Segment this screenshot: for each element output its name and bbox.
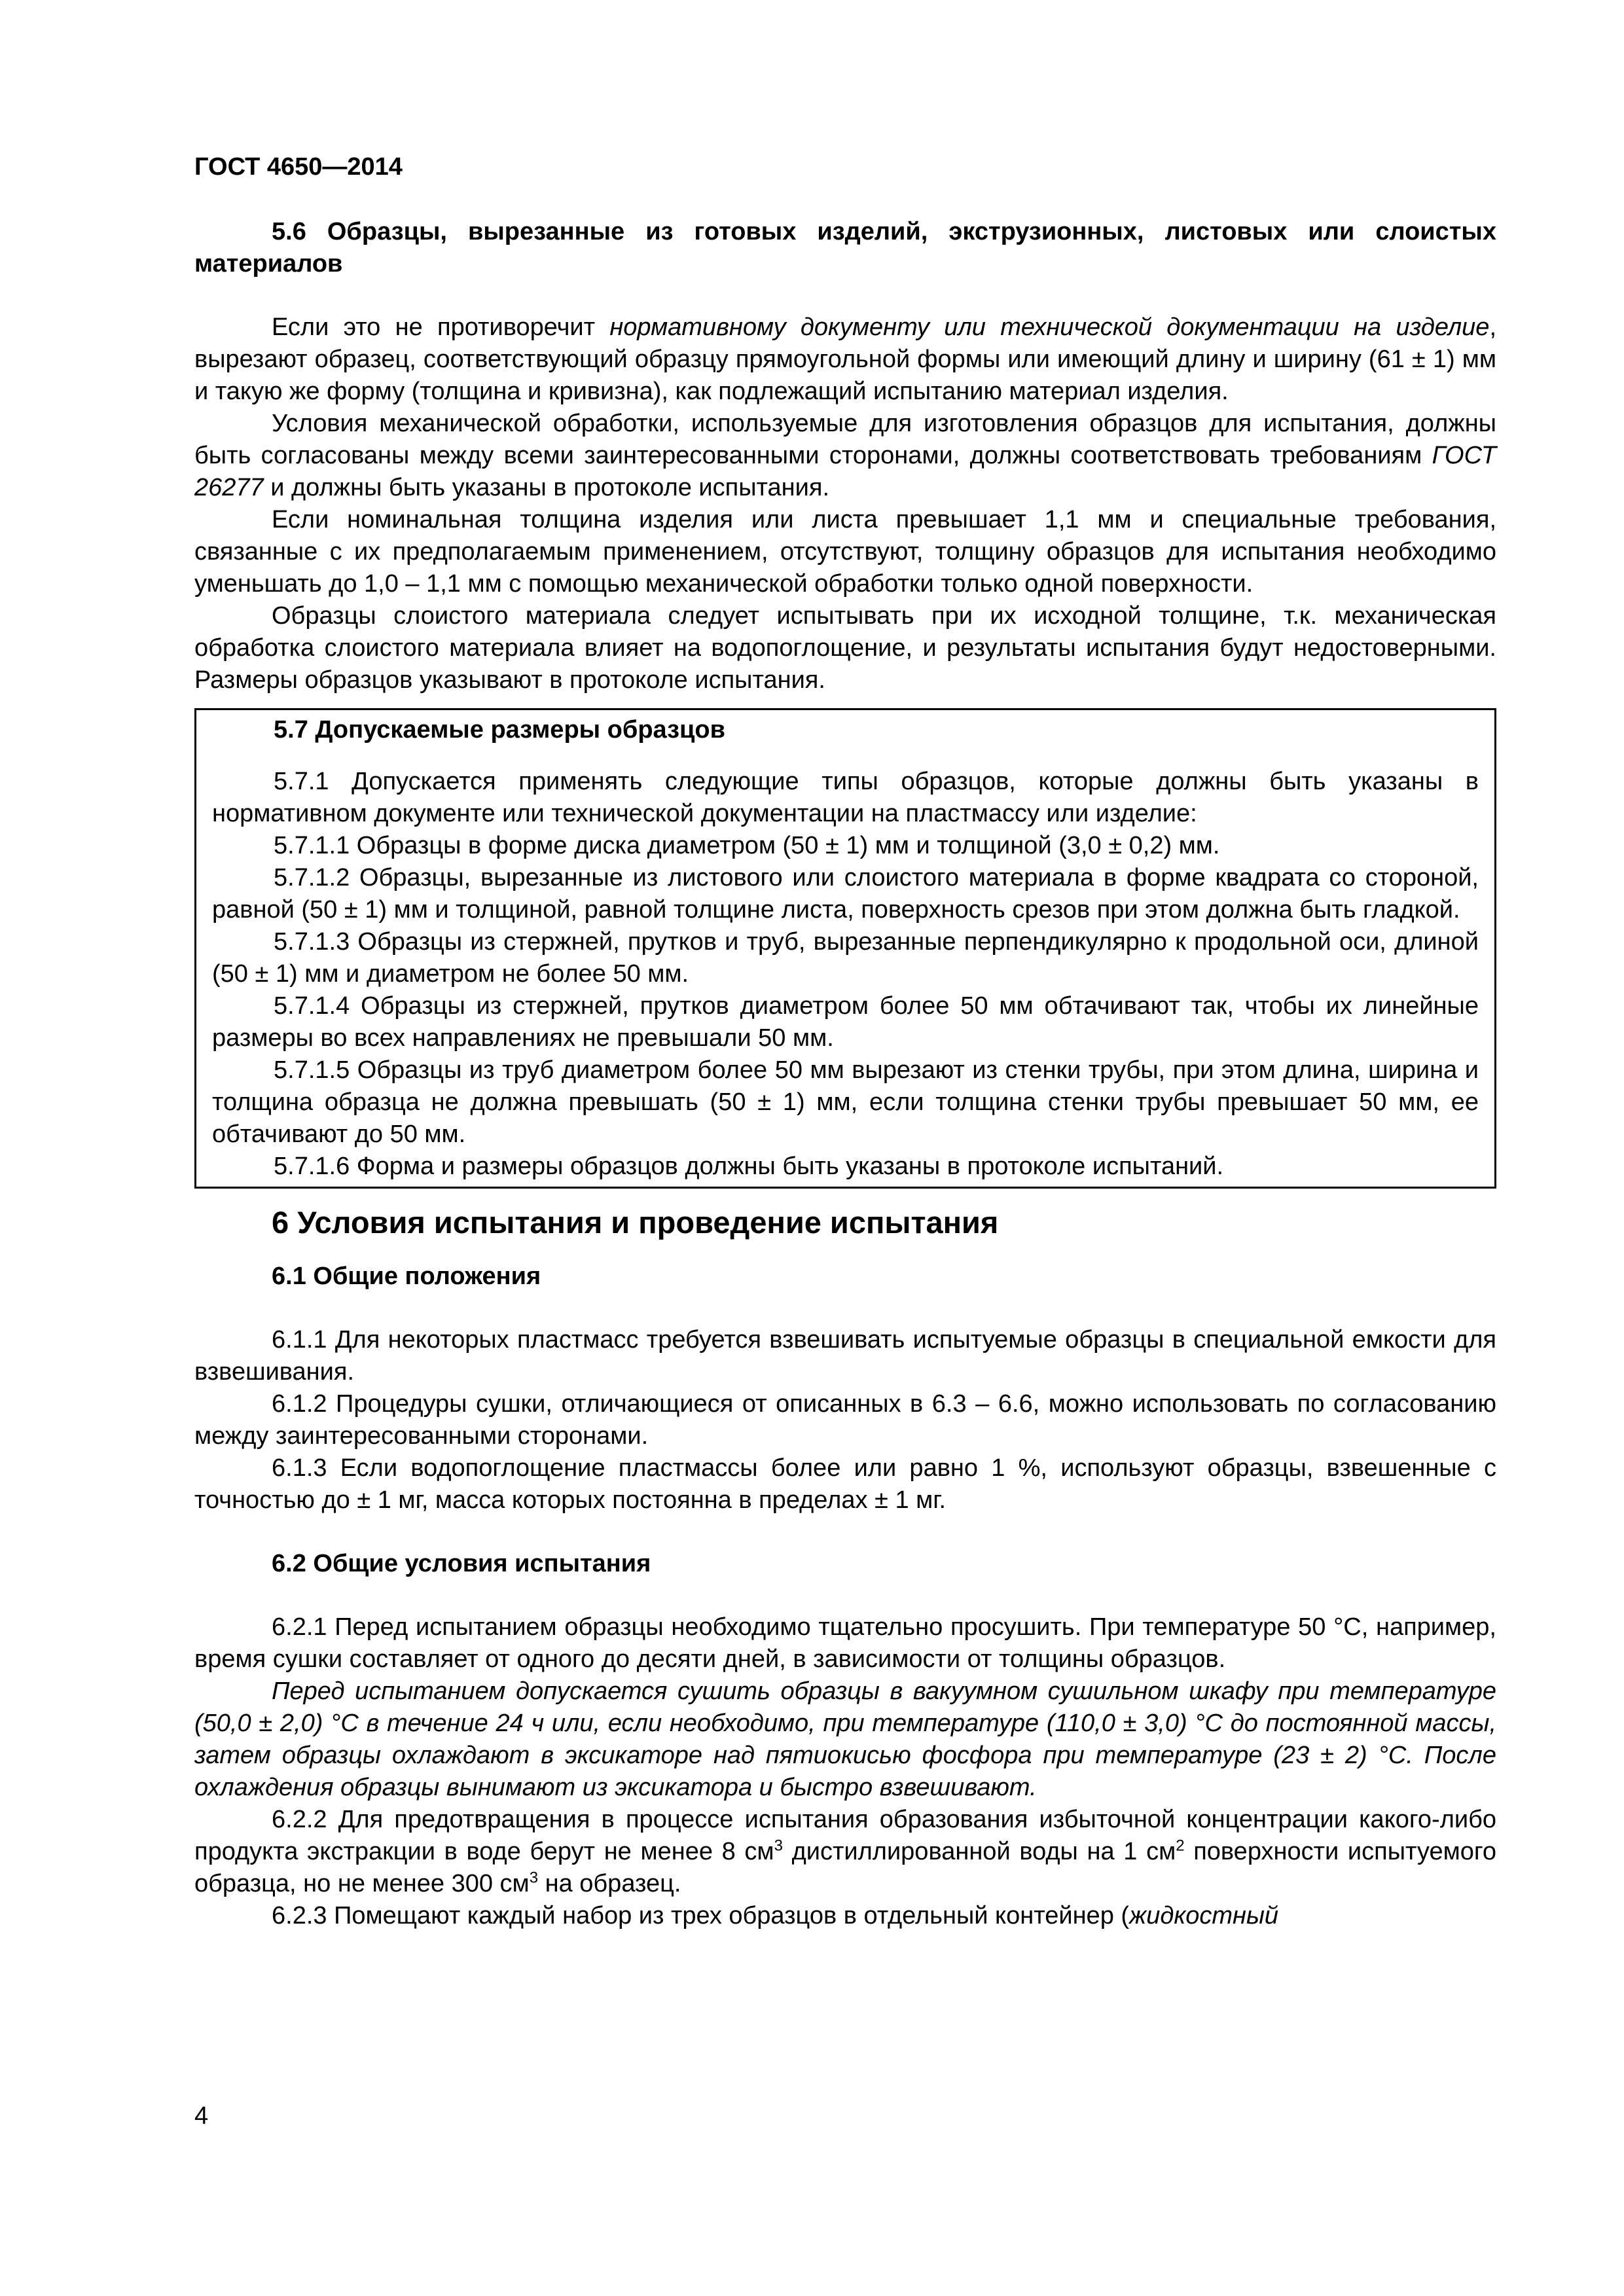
section-6-1-title: 6.1 Общие положения <box>272 1263 541 1290</box>
section-5-7-1-2: 5.7.1.2 Образцы, вырезанные из листового или слоистого материала в форме квадрата со стороной, равной (50 ± 1) мм и толщиной, равной толщине листа, поверхность срезов при этом должна быть гладкой. <box>212 864 1479 924</box>
section-5-7-1: 5.7.1 Допускается применять следующие типы образцов, которые должны быть указаны в нормативном документе или технической документации на пластмассу или изделие: <box>212 768 1479 827</box>
section-6-title: 6 Условия испытания и проведение испытания <box>272 1205 999 1240</box>
section-6-1-2: 6.1.2 Процедуры сушки, отличающиеся от описанных в 6.3 – 6.6, можно использовать по согласованию между заинтересованными сторонами. <box>194 1390 1496 1450</box>
section-6-2-2: 6.2.2 Для предотвращения в процессе испытания образования избыточной концентрации какого-либо продукта экстракции в воде берут не менее 8 $см^3$ дистиллированной воды на 1 $см^2$ поверхности испытуемого образца, но не менее 300 $см^3$ на образец. <box>194 1806 1497 1897</box>
section-5-6-paragraph-4: Образцы слоистого материала следует испытывать при их исходной толщине, т.к. механическая обработка слоистого материала влияет на водопоглощение, и результаты испытания будут недостоверными. Размеры образцов указывают в протоколе испытания. <box>194 602 1496 694</box>
section-5-6-paragraph-1: Если это не противоречит нормативному документу или технической документации на изделие, вырезают образец, соответствующий образцу прямоугольной формы или имеющий длину и ширину (61 ± 1) мм и такую же форму (толщина и кривизна), как подлежащий испытанию материал изделия. <box>194 314 1496 405</box>
section-5-7-1-1: 5.7.1.1 Образцы в форме диска диаметром (50 ± 1) мм и толщиной (3,0 ± 0,2) мм. <box>274 832 1220 859</box>
section-6-1-1: 6.1.1 Для некоторых пластмасс требуется взвешивать испытуемые образцы в специальной емкости для взвешивания. <box>194 1326 1496 1386</box>
section-6-1-3: 6.1.3 Если водопоглощение пластмассы более или равно 1 %, используют образцы, взвешенные с точностью до ± 1 мг, масса которых постоянна в пределах ± 1 мг. <box>194 1454 1496 1514</box>
section-6-2-3: 6.2.3 Помещают каждый набор из трех образцов в отдельный контейнер (жидкостный <box>272 1902 1279 1929</box>
section-5-7-box <box>194 708 1496 1189</box>
section-6-2-title: 6.2 Общие условия испытания <box>272 1550 651 1577</box>
page-content <box>194 216 1496 1932</box>
section-5-6-paragraph-3: Если номинальная толщина изделия или листа превышает 1,1 мм и специальные требования, связанные с их предполагаемым применением, отсутствуют, толщину образцов для испытания необходимо уменьшать до 1,0 – 1,1 мм с помощью механической обработки только одной поверхности. <box>194 506 1496 598</box>
section-6-2-1: 6.2.1 Перед испытанием образцы необходимо тщательно просушить. При температуре 50 °С, например, время сушки составляет от одного до десяти дней, в зависимости от толщины образцов. <box>194 1613 1496 1673</box>
section-5-7-1-6: 5.7.1.6 Форма и размеры образцов должны быть указаны в протоколе испытаний. <box>274 1153 1224 1180</box>
section-5-7-1-5: 5.7.1.5 Образцы из труб диаметром более 50 мм вырезают из стенки трубы, при этом длина, ширина и толщина образца не должна превышать (50 ± 1) мм, если толщина стенки трубы превышает 50 мм, ее обтачивают до 50 мм. <box>212 1056 1479 1148</box>
document-code-header: ГОСТ 4650—2014 <box>194 153 403 181</box>
section-5-6-title: 5.6 Образцы, вырезанные из готовых изделий, экструзионных, листовых или слоистых материалов <box>194 218 1496 278</box>
page-number: 4 <box>194 2102 209 2130</box>
section-5-6-paragraph-2: Условия механической обработки, используемые для изготовления образцов для испытания, должны быть согласованы между всеми заинтересованными сторонами, должны соответствовать требованиям ГОСТ 26277 и должны быть указаны в протоколе испытания. <box>194 410 1496 501</box>
section-5-7-title: 5.7 Допускаемые размеры образцов <box>274 716 725 744</box>
section-5-7-1-4: 5.7.1.4 Образцы из стержней, прутков диаметром более 50 мм обтачивают так, чтобы их линейные размеры во всех направлениях не превышали 50 мм. <box>212 992 1479 1052</box>
section-5-7-1-3: 5.7.1.3 Образцы из стержней, прутков и труб, вырезанные перпендикулярно к продольной оси, длиной (50 ± 1) мм и диаметром не более 50 мм. <box>212 928 1479 988</box>
section-6-2-1-italic-note: Перед испытанием допускается сушить образцы в вакуумном сушильном шкафу при температуре (50,0 ± 2,0) °С в течение 24 ч или, если необходимо, при температуре (110,0 ± 3,0) °С до постоянной массы, затем образцы охлаждают в эксикаторе над пятиокисью фосфора при температуре (23 ± 2) °С. После охлаждения образцы вынимают из эксикатора и быстро взвешивают. <box>194 1677 1496 1801</box>
